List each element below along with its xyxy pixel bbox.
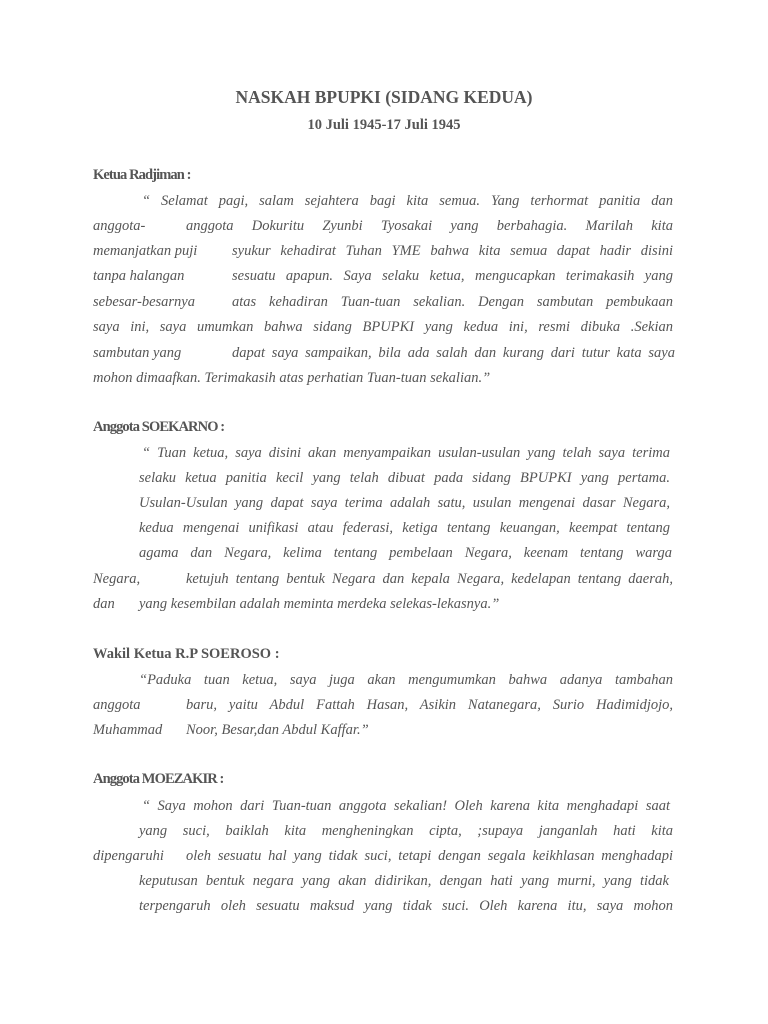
paragraph-line: kedua mengenai unifikasi atau federasi, ketiga tentang keuangan, keempat tentang [139, 520, 670, 536]
paragraph-line-start: dipengaruhi [93, 848, 164, 864]
paragraph-line: yang kesembilan adalah meminta merdeka selekas-lekasnya.” [139, 596, 500, 612]
paragraph-line: terpengaruh oleh sesuatu maksud yang tidak suci. Oleh karena itu, saya mohon [139, 898, 673, 914]
paragraph-line-start: sebesar-besarnya [93, 294, 195, 310]
paragraph-line: selaku ketua panitia kecil yang telah dibuat pada sidang BPUPKI yang pertama. [139, 470, 670, 486]
paragraph-line: atas kehadiran Tuan-tuan sekalian. Dengan sambutan pembukaan [232, 294, 673, 310]
paragraph-line-start: tanpa halangan [93, 268, 185, 284]
speaker-soeroso: Wakil Ketua R.P SOEROSO : [93, 646, 280, 662]
speaker-soekarno: Anggota SOEKARNO : [93, 419, 225, 435]
paragraph-line: “ Saya mohon dari Tuan-tuan anggota sekalian! Oleh karena kita menghadapi saat [142, 798, 670, 814]
paragraph-line-start: anggota- [93, 218, 146, 234]
paragraph-line-start: Negara, [93, 571, 141, 587]
paragraph-line-start: anggota [93, 697, 141, 713]
paragraph-line: sesuatu apapun. Saya selaku ketua, mengucapkan terimakasih yang [232, 268, 673, 284]
paragraph-line: syukur kehadirat Tuhan YME bahwa kita semua dapat hadir disini [232, 243, 673, 259]
document-subtitle: 10 Juli 1945-17 Juli 1945 [307, 117, 461, 133]
paragraph-line: oleh sesuatu hal yang tidak suci, tetapi dengan segala keikhlasan menghadapi [186, 848, 673, 864]
speaker-moezakir: Anggota MOEZAKIR : [93, 771, 224, 787]
paragraph-line: keputusan bentuk negara yang akan didirikan, dengan hati yang murni, yang tidak [139, 873, 669, 889]
paragraph-line: agama dan Negara, kelima tentang pembelaan Negara, keenam tentang warga [139, 545, 672, 561]
paragraph-line-start: Muhammad [93, 722, 163, 738]
paragraph-line: Usulan-Usulan yang dapat saya terima adalah satu, usulan mengenai dasar Negara, [139, 495, 670, 511]
paragraph-line: dapat saya sampaikan, bila ada salah dan kurang dari tutur kata saya [232, 345, 675, 361]
paragraph-line: “ Selamat pagi, salam sejahtera bagi kita semua. Yang terhormat panitia dan [142, 193, 673, 209]
document-title: NASKAH BPUPKI (SIDANG KEDUA) [235, 87, 533, 107]
paragraph-line-start: dan [93, 596, 115, 612]
paragraph-line: anggota Dokuritu Zyunbi Tyosakai yang berbahagia. Marilah kita [186, 218, 673, 234]
paragraph-line: “ Tuan ketua, saya disini akan menyampaikan usulan-usulan yang telah saya terima [142, 445, 670, 461]
paragraph-line-start: sambutan yang [93, 345, 182, 361]
paragraph-line: yang suci, baiklah kita mengheningkan cipta, ;supaya janganlah hati kita [139, 823, 673, 839]
paragraph-line: “Paduka tuan ketua, saya juga akan mengumumkan bahwa adanya tambahan [139, 672, 673, 688]
paragraph-line: saya ini, saya umumkan bahwa sidang BPUPKI yang kedua ini, resmi dibuka .Sekian [93, 319, 673, 335]
speaker-radjiman: Ketua Radjiman : [93, 167, 191, 183]
paragraph-line: mohon dimaafkan. Terimakasih atas perhatian Tuan-tuan sekalian.” [93, 370, 491, 386]
paragraph-line: Noor, Besar,dan Abdul Kaffar.” [186, 722, 369, 738]
paragraph-line: ketujuh tentang bentuk Negara dan kepala Negara, kedelapan tentang daerah, [186, 571, 673, 587]
paragraph-line-start: memanjatkan puji [93, 243, 198, 259]
paragraph-line: baru, yaitu Abdul Fattah Hasan, Asikin Natanegara, Surio Hadimidjojo, [186, 697, 673, 713]
